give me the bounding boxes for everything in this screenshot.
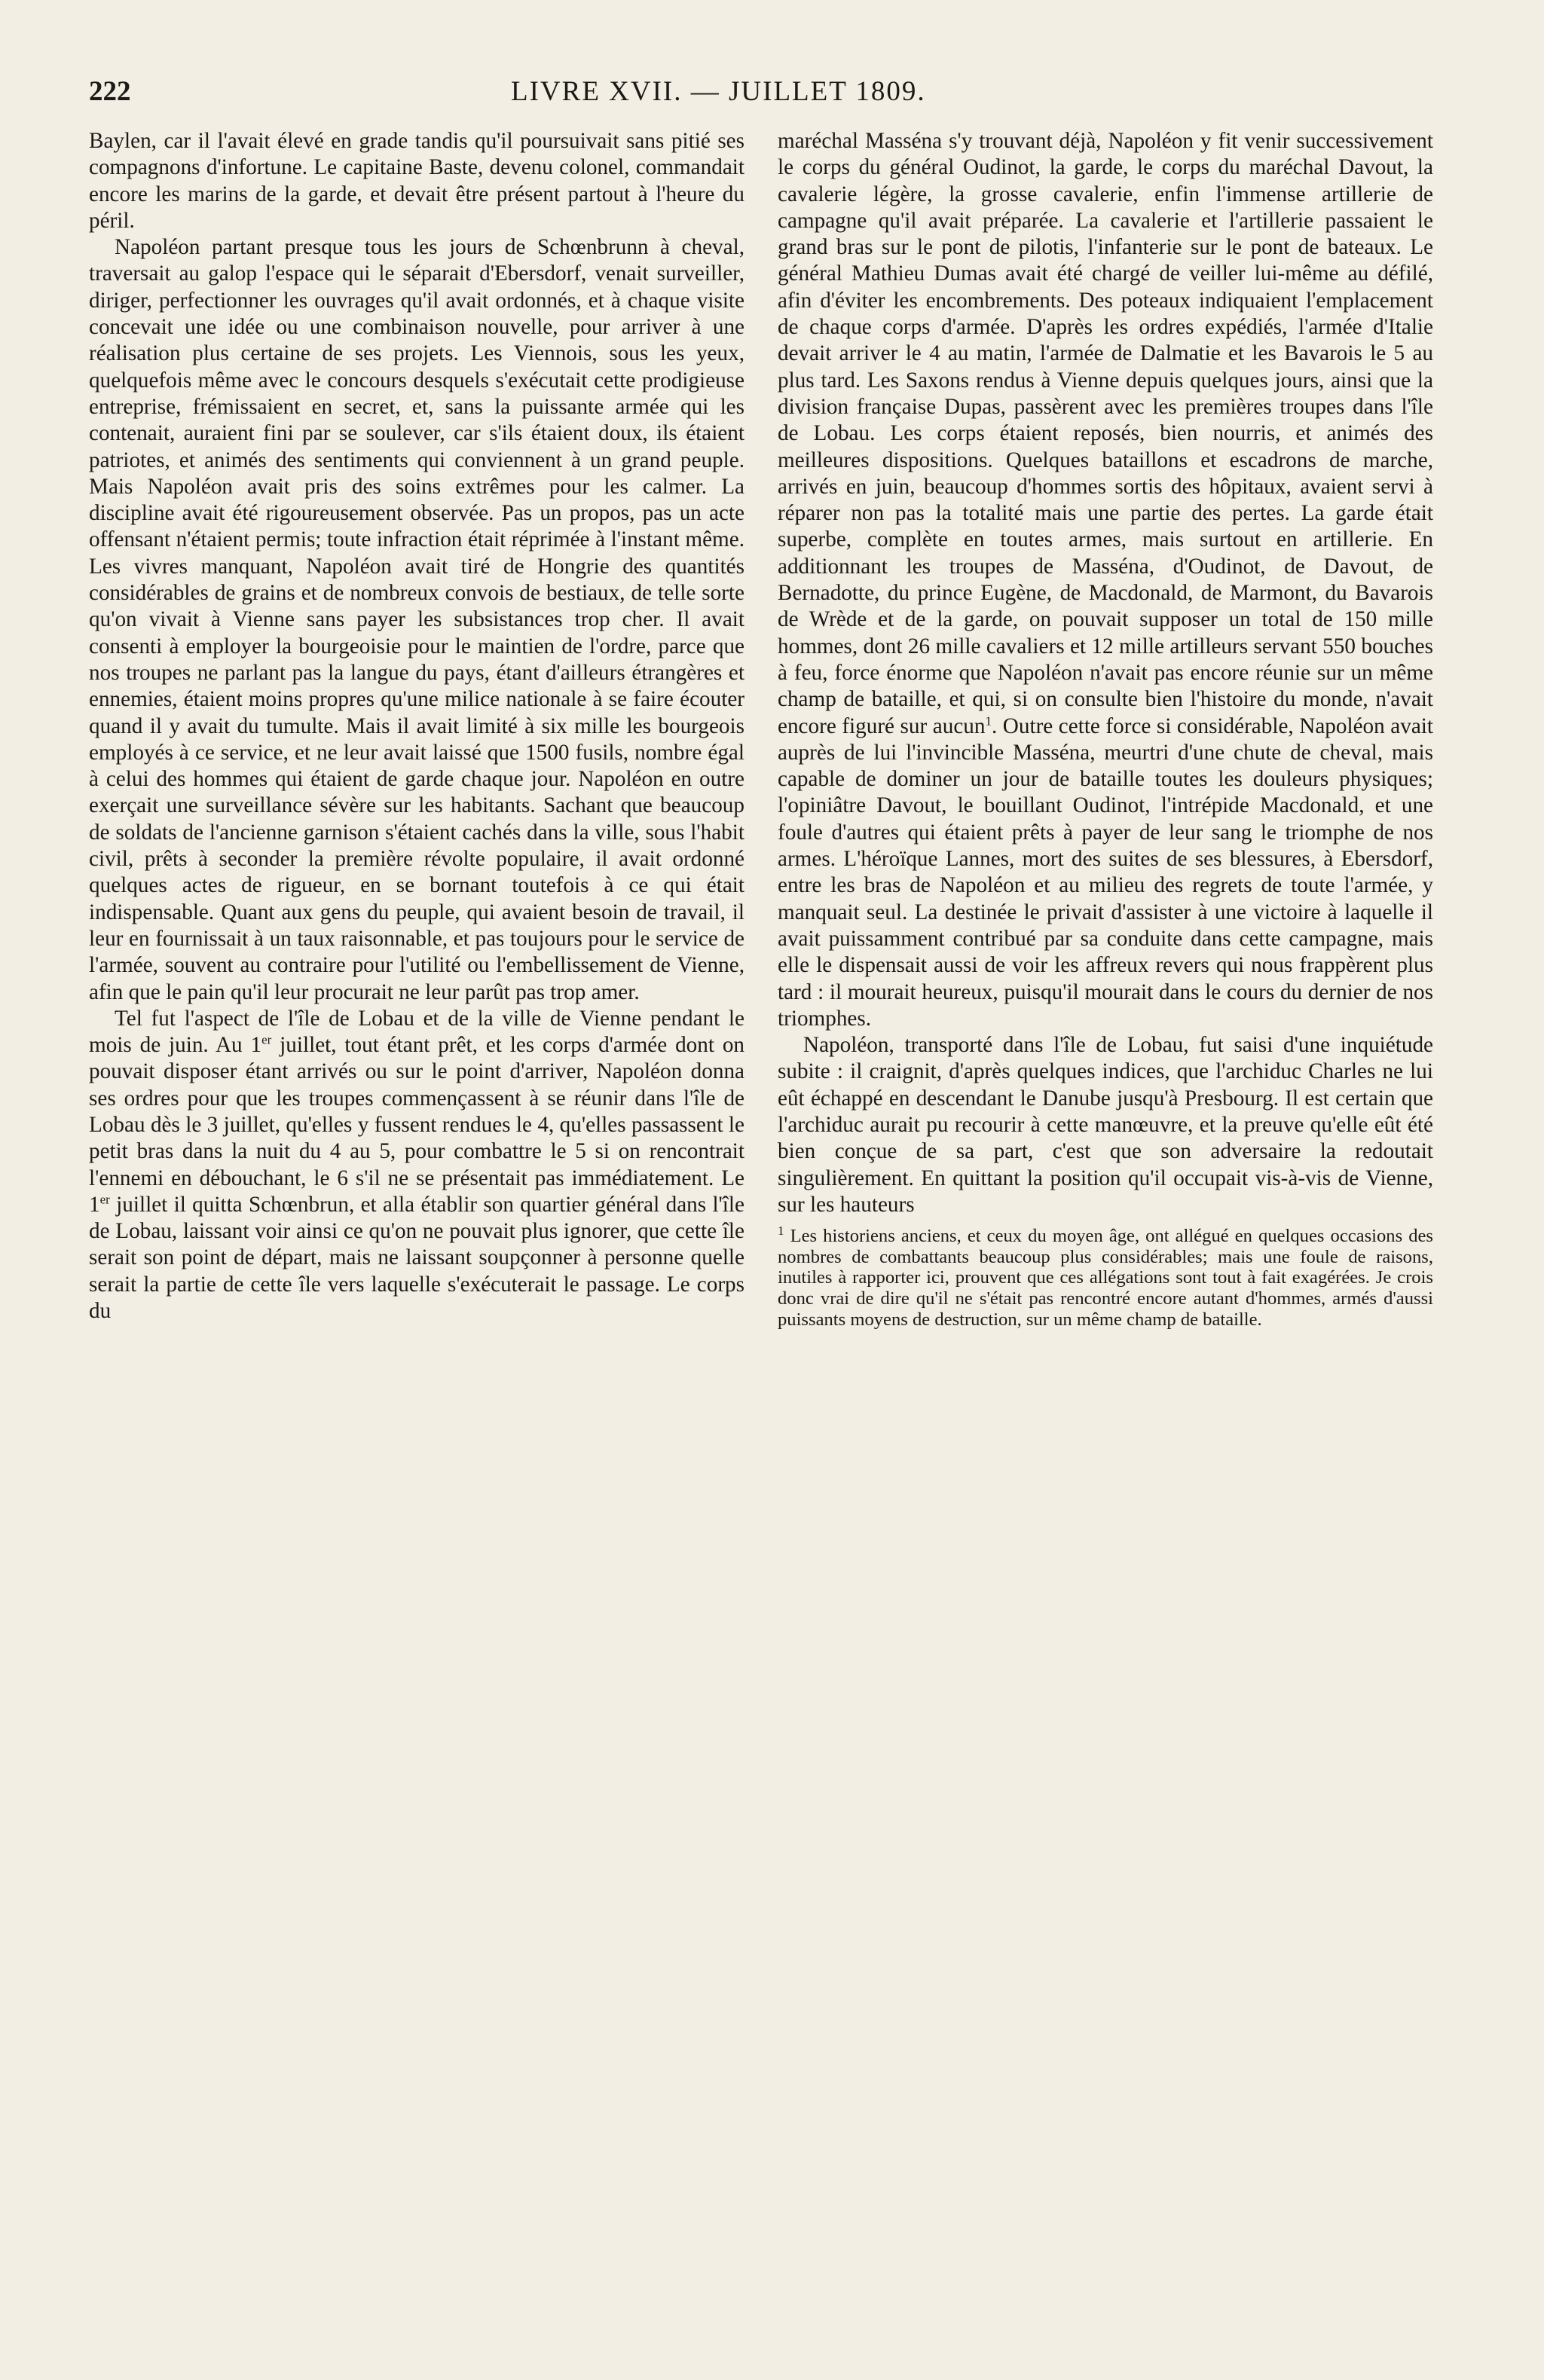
page-header (89, 75, 1438, 121)
footnote-text: Les historiens anciens, et ceux du moyen âge, ont allégué en quelques occasions des nombres de combattants beaucoup plus considérables; mais une foule de raisons, inutiles à rapporter ici, prouvent que ces allégations sont tout à fait exagérées. Je crois donc vrai de dire qu'il ne s'était pas rencontré encore autant d'hommes, armés d'aussi puissants moyens de destruction, sur un même champ de bataille. (778, 1226, 1433, 1330)
left-column (89, 128, 744, 1324)
paragraph (89, 1006, 744, 1325)
footnote-reference[interactable]: 1 (985, 713, 992, 728)
text-run: juillet il quitta Schœnbrun, et alla établir son quartier général dans l'île de Lobau, laissant voir ainsi ce qu'on ne pouvait plus ignorer, que cette île serait son point de départ, mais ne laissant soupçonner à personne quelle serait la partie de cette île vers laquelle s'exécuterait le passage. Le corps du (89, 1192, 744, 1324)
text-run: Tel fut l'aspect de l'île de Lobau et de la ville de Vienne pendant le mois de juin. Au 1 (89, 1006, 744, 1058)
footnote-separator (778, 1218, 1433, 1226)
text-run: maréchal Masséna s'y trouvant déjà, Napoléon y fit venir successivement le corps du général Oudinot, la garde, le corps du maréchal Davout, la cavalerie légère, la grosse cavalerie, enfin l'immense artillerie de campagne qu'il avait préparée. La cavalerie et l'artillerie passaient le grand bras sur le pont de pilotis, l'infanterie sur le pont de bateaux. Le général Mathieu Dumas avait été chargé de veiller lui-même au défilé, afin d'éviter les encombrements. Des poteaux indiquaient l'emplacement de chaque corps d'armée. D'après les ordres expédiés, l'armée d'Italie devait arriver le 4 au matin, l'armée de Dalmatie et les Bavarois le 5 au plus tard. Les Saxons rendus à Vienne depuis quelques jours, ainsi que la division française Dupas, passèrent avec les premières troupes dans l'île de Lobau. Les corps étaient reposés, bien nourris, et animés des meilleures dispositions. Quelques bataillons et escadrons de marche, arrivés en juin, beaucoup d'hommes sortis des hôpitaux, avaient servi à réparer non pas la totalité mais une partie des pertes. La garde était superbe, complète en toutes armes, mais surtout en artillerie. En additionnant les troupes de Masséna, d'Oudinot, de Davout, de Bernadotte, du prince Eugène, de Macdonald, de Marmont, du Bavarois de Wrède et de la garde, on pouvait supposer un total de 150 mille hommes, dont 26 mille cavaliers et 12 mille artilleurs servant 550 bouches à feu, force énorme que Napoléon n'avait pas encore réunie sur un même champ de bataille, et qui, si on consulte bien l'histoire du monde, n'avait encore figuré sur aucun (778, 129, 1433, 738)
running-title: LIVRE XVII. — JUILLET 1809. (511, 76, 926, 107)
text-run: juillet, tout étant prêt, et les corps d'armée dont on pouvait disposer étant arrivés ou sur le point d'arriver, Napoléon donna ses ordres pour que les troupes commençassent à se réunir dans l'île de Lobau dès le 3 juillet, qu'elles y fussent rendues le 4, qu'elles passassent le petit bras dans la nuit du 4 au 5, pour combattre le 5 si on rencontrait l'ennemi en débouchant, le 6 s'il ne se présentait pas immédiatement. Le 1 (89, 1033, 745, 1217)
paragraph: Baylen, car il l'avait élevé en grade tandis qu'il poursuivait sans pitié ses compagnons d'infortune. Le capitaine Baste, devenu colonel, commandait encore les marins de la garde, et devait être présent partout à l'heure du péril. (89, 129, 744, 233)
superscript: er (261, 1032, 272, 1047)
footnote-marker: 1 (778, 1223, 784, 1238)
page-number: 222 (89, 76, 131, 107)
footnote (778, 1223, 1433, 1330)
book-page (89, 75, 1438, 2320)
right-column (778, 128, 1433, 1330)
paragraph: Napoléon, transporté dans l'île de Lobau, fut saisi d'une inquiétude subite : il craignit, d'après quelques indices, que l'archiduc Charles ne lui eût échappé en descendant le Danube jusqu'à Presbourg. Il est certain que l'archiduc aurait pu recourir à cette manœuvre, et la preuve qu'elle eût été bien conçue de sa part, c'est que son adversaire la redoutait singulièrement. En quittant la position qu'il occupait vis-à-vis de Vienne, sur les hauteurs (778, 1033, 1433, 1217)
superscript: er (99, 1192, 110, 1207)
paragraph (778, 128, 1433, 1032)
text-run: . Outre cette force si considérable, Napoléon avait auprès de lui l'invincible Masséna, meurtri d'une chute de cheval, mais capable de dominer un jour de bataille toutes les douleurs physiques; l'opiniâtre Davout, le bouillant Oudinot, l'intrépide Macdonald, et une foule d'autres qui étaient prêts à payer de leur sang le triomphe de nos armes. L'héroïque Lannes, mort des suites de ses blessures, à Ebersdorf, entre les bras de Napoléon et au milieu des regrets de toute l'armée, y manquait seul. La destinée le privait d'assister à une victoire à laquelle il avait puissamment contribué par sa conduite dans cette campagne, mais elle le dispensait aussi de voir les affreux revers qui nous frappèrent plus tard : il mourait heureux, puisqu'il mourait dans le cours du dernier de nos triomphes. (778, 713, 1434, 1031)
paragraph: Napoléon partant presque tous les jours de Schœnbrunn à cheval, traversait au galop l'espace qui le séparait d'Ebersdorf, venait surveiller, diriger, perfectionner les ouvrages qu'il avait ordonnés, et à chaque visite concevait une idée ou une combinaison nouvelle, pour arriver à une réalisation plus certaine de ses projets. Les Viennois, sous les yeux, quelquefois même avec le concours desquels s'exécutait cette prodigieuse entreprise, frémissaient en secret, et, sans la puissante armée qui les contenait, auraient fini par se soulever, car s'ils étaient doux, ils étaient patriotes, et animés des sentiments qui conviennent à un grand peuple. Mais Napoléon avait pris des soins extrêmes pour les calmer. La discipline avait été rigoureusement observée. Pas un propos, pas un acte offensant n'étaient permis; toute infraction était réprimée à l'instant même. Les vivres manquant, Napoléon avait tiré de Hongrie des quantités considérables de grains et de nombreux convois de bestiaux, de telle sorte qu'on vivait à Vienne sans payer les subsistances trop cher. Il avait consenti à employer la bourgeoisie pour le maintien de l'ordre, parce que nos troupes ne parlant pas la langue du pays, étant d'ailleurs étrangères et ennemies, étaient moins propres qu'une milice nationale à se faire écouter quand il y avait du tumulte. Mais il avait limité à six mille les bourgeois employés à ce service, et ne leur avait laissé que 1500 fusils, nombre égal à celui des hommes qui étaient de garde chaque jour. Napoléon en outre exerçait une surveillance sévère sur les habitants. Sachant que beaucoup de soldats de l'ancienne garnison s'étaient cachés dans la ville, sous l'habit civil, prêts à seconder la première révolte populaire, il avait ordonné quelques actes de rigueur, en se bornant toutefois à ce qui était indispensable. Quant aux gens du peuple, qui avaient besoin de travail, il leur en fournissait à un taux raisonnable, et pas toujours pour le service de l'armée, souvent au contraire pour l'utilité ou l'embellissement de Vienne, afin que le pain qu'il leur procurait ne leur parût pas trop amer. (89, 235, 744, 1004)
